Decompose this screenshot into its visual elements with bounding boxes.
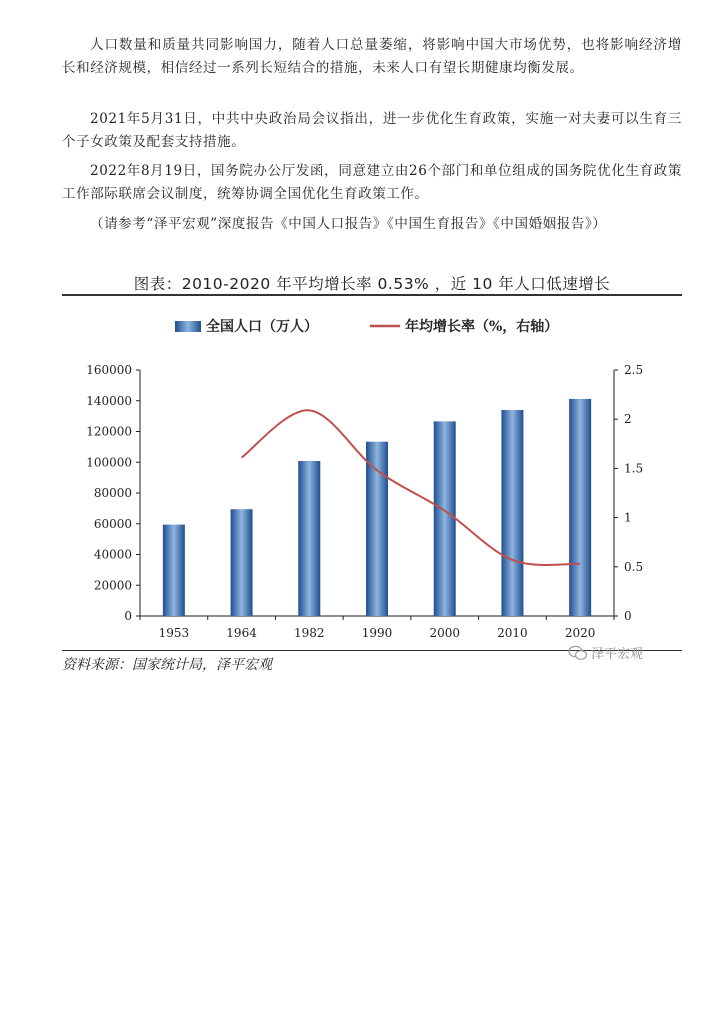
bar-1990 [366,442,388,616]
growth-rate-line [242,410,581,565]
paragraph-4: （请参考“泽平宏观”深度报告《中国人口报告》《中国生育报告》《中国婚姻报告》） [90,216,607,232]
y-right-tick-label: 0.5 [624,559,644,574]
x-tick-label: 1982 [294,626,325,640]
y-right-tick-label: 1 [624,510,632,525]
x-tick-label: 2020 [564,626,596,640]
x-tick-label: 1964 [226,626,257,640]
x-tick-label: 1953 [158,626,190,640]
y-right-tick-label: 2.5 [624,363,644,377]
population-chart [0,300,724,650]
paragraph-2: 2021年5月31日，中共中央政治局会议指出，进一步优化生育政策，实施一对夫妻可以生育三个子女政策及配套支持措施。 [62,111,682,150]
x-tick-label: 1990 [361,626,393,640]
y-left-tick-label: 60000 [93,516,132,531]
wechat-icon [568,645,588,661]
bar-2010 [501,410,523,616]
legend-bar-swatch [175,321,201,332]
y-left-tick-label: 80000 [93,486,132,500]
y-left-tick-label: 20000 [93,578,132,593]
y-left-tick-label: 0 [124,609,132,623]
bar-2000 [434,421,456,616]
x-tick-label: 2000 [429,626,460,640]
chart-top-rule [62,294,682,296]
bar-1982 [298,461,320,616]
chart-title: 图表：2010-2020 年平均增长率 0.53% ，近 10 年人口低速增长 [133,275,611,293]
legend-bar-label: 全国人口（万人） [206,319,318,335]
paragraph-1: 人口数量和质量共同影响国力，随着人口总量萎缩，将影响中国大市场优势，也将影响经济增长和经济规模，相信经过一系列长短结合的措施，未来人口有望长期健康均衡发展。 [62,37,682,76]
bar-2020 [569,399,591,616]
y-right-tick-label: 2 [624,412,632,427]
y-left-tick-label: 100000 [86,455,132,470]
watermark-text: 泽平宏观 [591,647,644,662]
bar-1964 [231,509,253,616]
y-left-tick-label: 140000 [86,393,132,408]
y-left-tick-label: 40000 [93,547,132,562]
y-right-tick-label: 0 [624,609,632,623]
x-tick-label: 2010 [497,626,528,640]
y-left-tick-label: 120000 [86,424,132,439]
watermark [568,643,643,662]
bar-1953 [163,525,185,616]
paragraph-3: 2022年8月19日，国务院办公厅发函，同意建立由26个部门和单位组成的国务院优化生育政策工作部际联席会议制度，统筹协调全国优化生育政策工作。 [62,163,682,202]
y-right-tick-label: 1.5 [624,461,644,476]
source-note: 资料来源：国家统计局，泽平宏观 [62,657,272,673]
legend-line-label: 年均增长率（%，右轴） [405,319,559,335]
y-left-tick-label: 160000 [86,363,132,377]
